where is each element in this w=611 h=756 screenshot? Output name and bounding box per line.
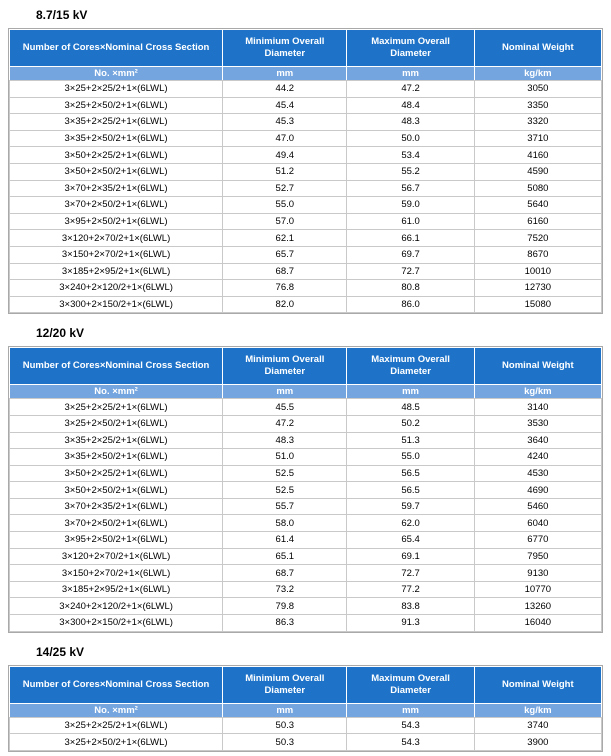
column-header-cross-section: Number of Cores×Nominal Cross Section — [10, 666, 223, 703]
column-header-cross-section: Number of Cores×Nominal Cross Section — [10, 348, 223, 385]
table-row — [10, 482, 602, 499]
table-row — [10, 598, 602, 615]
cell-min-diameter: 44.2 — [223, 81, 347, 98]
column-header-max-diameter: Maximum Overall Diameter — [347, 30, 474, 67]
cell-min-diameter: 45.4 — [223, 97, 347, 114]
spec-table-14-25kv — [9, 666, 602, 751]
cell-max-diameter: 55.0 — [347, 449, 474, 466]
unit-min-diameter: mm — [223, 385, 347, 399]
cell-max-diameter: 80.8 — [347, 280, 474, 297]
cell-max-diameter: 56.5 — [347, 465, 474, 482]
column-header-min-diameter: Minimium Overall Diameter — [223, 30, 347, 67]
cell-min-diameter: 52.5 — [223, 465, 347, 482]
cell-weight: 3050 — [474, 81, 601, 98]
cell-min-diameter: 45.5 — [223, 399, 347, 416]
table-row — [10, 263, 602, 280]
cell-min-diameter: 65.7 — [223, 246, 347, 263]
cell-max-diameter: 48.5 — [347, 399, 474, 416]
header-row — [10, 348, 602, 385]
cell-cross-section: 3×300+2×150/2+1×(6LWL) — [10, 615, 223, 632]
table-row — [10, 81, 602, 98]
cell-max-diameter: 59.0 — [347, 197, 474, 214]
cell-cross-section: 3×150+2×70/2+1×(6LWL) — [10, 565, 223, 582]
table-row — [10, 147, 602, 164]
column-header-cross-section: Number of Cores×Nominal Cross Section — [10, 30, 223, 67]
cell-min-diameter: 48.3 — [223, 432, 347, 449]
cell-cross-section: 3×50+2×25/2+1×(6LWL) — [10, 465, 223, 482]
cell-weight: 6040 — [474, 515, 601, 532]
cell-max-diameter: 61.0 — [347, 213, 474, 230]
header-row — [10, 666, 602, 703]
cell-cross-section: 3×300+2×150/2+1×(6LWL) — [10, 296, 223, 313]
unit-min-diameter: mm — [223, 703, 347, 717]
cell-weight: 16040 — [474, 615, 601, 632]
cell-max-diameter: 47.2 — [347, 81, 474, 98]
spec-table-wrap-8-7-15kv — [8, 28, 603, 314]
cell-weight: 4160 — [474, 147, 601, 164]
cell-cross-section: 3×50+2×50/2+1×(6LWL) — [10, 163, 223, 180]
cell-weight: 15080 — [474, 296, 601, 313]
cell-cross-section: 3×25+2×25/2+1×(6LWL) — [10, 717, 223, 734]
cell-cross-section: 3×120+2×70/2+1×(6LWL) — [10, 230, 223, 247]
cell-weight: 5640 — [474, 197, 601, 214]
column-header-weight: Nominal Weight — [474, 30, 601, 67]
column-header-max-diameter: Maximum Overall Diameter — [347, 348, 474, 385]
cell-max-diameter: 72.7 — [347, 263, 474, 280]
unit-cross-section: No. ×mm² — [10, 385, 223, 399]
cell-max-diameter: 65.4 — [347, 532, 474, 549]
table-row — [10, 163, 602, 180]
cell-min-diameter: 86.3 — [223, 615, 347, 632]
cell-max-diameter: 56.5 — [347, 482, 474, 499]
unit-weight: kg/km — [474, 703, 601, 717]
table-row — [10, 97, 602, 114]
cell-min-diameter: 58.0 — [223, 515, 347, 532]
cell-min-diameter: 49.4 — [223, 147, 347, 164]
cell-weight: 3640 — [474, 432, 601, 449]
cell-cross-section: 3×25+2×50/2+1×(6LWL) — [10, 415, 223, 432]
cell-max-diameter: 62.0 — [347, 515, 474, 532]
cell-weight: 7950 — [474, 548, 601, 565]
column-header-weight: Nominal Weight — [474, 348, 601, 385]
cell-max-diameter: 51.3 — [347, 432, 474, 449]
table-row — [10, 230, 602, 247]
table-row — [10, 246, 602, 263]
table-row — [10, 296, 602, 313]
cell-weight: 8670 — [474, 246, 601, 263]
table-row — [10, 213, 602, 230]
cell-max-diameter: 54.3 — [347, 734, 474, 751]
cell-min-diameter: 52.5 — [223, 482, 347, 499]
column-header-min-diameter: Minimium Overall Diameter — [223, 348, 347, 385]
table-row — [10, 130, 602, 147]
table-row — [10, 197, 602, 214]
cell-cross-section: 3×185+2×95/2+1×(6LWL) — [10, 263, 223, 280]
spec-table-wrap-14-25kv — [8, 665, 603, 752]
cell-min-diameter: 79.8 — [223, 598, 347, 615]
cell-weight: 3350 — [474, 97, 601, 114]
cell-cross-section: 3×120+2×70/2+1×(6LWL) — [10, 548, 223, 565]
spec-table-12-20kv — [9, 347, 602, 631]
table-row — [10, 734, 602, 751]
unit-weight: kg/km — [474, 67, 601, 81]
header-row — [10, 30, 602, 67]
cell-cross-section: 3×35+2×50/2+1×(6LWL) — [10, 130, 223, 147]
cell-min-diameter: 57.0 — [223, 213, 347, 230]
cell-weight: 4690 — [474, 482, 601, 499]
cell-weight: 9130 — [474, 565, 601, 582]
cell-cross-section: 3×50+2×50/2+1×(6LWL) — [10, 482, 223, 499]
table-row — [10, 615, 602, 632]
cell-max-diameter: 77.2 — [347, 581, 474, 598]
cell-min-diameter: 51.2 — [223, 163, 347, 180]
cell-weight: 4240 — [474, 449, 601, 466]
cell-max-diameter: 69.7 — [347, 246, 474, 263]
cell-cross-section: 3×25+2×25/2+1×(6LWL) — [10, 399, 223, 416]
cell-cross-section: 3×70+2×50/2+1×(6LWL) — [10, 197, 223, 214]
cell-cross-section: 3×95+2×50/2+1×(6LWL) — [10, 532, 223, 549]
table-row — [10, 432, 602, 449]
column-header-max-diameter: Maximum Overall Diameter — [347, 666, 474, 703]
unit-weight: kg/km — [474, 385, 601, 399]
table-row — [10, 465, 602, 482]
cell-cross-section: 3×25+2×25/2+1×(6LWL) — [10, 81, 223, 98]
cell-weight: 4590 — [474, 163, 601, 180]
cell-max-diameter: 66.1 — [347, 230, 474, 247]
unit-row — [10, 385, 602, 399]
cell-min-diameter: 55.0 — [223, 197, 347, 214]
table-row — [10, 415, 602, 432]
table-row — [10, 498, 602, 515]
cell-max-diameter: 48.4 — [347, 97, 474, 114]
cell-max-diameter: 54.3 — [347, 717, 474, 734]
cell-cross-section: 3×95+2×50/2+1×(6LWL) — [10, 213, 223, 230]
cell-min-diameter: 52.7 — [223, 180, 347, 197]
cell-weight: 7520 — [474, 230, 601, 247]
cell-min-diameter: 82.0 — [223, 296, 347, 313]
unit-cross-section: No. ×mm² — [10, 703, 223, 717]
cell-weight: 10010 — [474, 263, 601, 280]
cell-weight: 3740 — [474, 717, 601, 734]
cell-cross-section: 3×240+2×120/2+1×(6LWL) — [10, 598, 223, 615]
cell-weight: 6770 — [474, 532, 601, 549]
cell-cross-section: 3×35+2×25/2+1×(6LWL) — [10, 114, 223, 131]
cell-max-diameter: 83.8 — [347, 598, 474, 615]
cell-cross-section: 3×35+2×25/2+1×(6LWL) — [10, 432, 223, 449]
cell-min-diameter: 55.7 — [223, 498, 347, 515]
cell-cross-section: 3×150+2×70/2+1×(6LWL) — [10, 246, 223, 263]
table-row — [10, 180, 602, 197]
section-title-12-20kv: 12/20 kV — [36, 326, 85, 341]
cell-weight: 5460 — [474, 498, 601, 515]
cell-min-diameter: 68.7 — [223, 565, 347, 582]
cell-min-diameter: 68.7 — [223, 263, 347, 280]
spec-table-8-7-15kv — [9, 29, 602, 313]
cell-cross-section: 3×185+2×95/2+1×(6LWL) — [10, 581, 223, 598]
table-row — [10, 581, 602, 598]
cell-max-diameter: 56.7 — [347, 180, 474, 197]
cell-min-diameter: 65.1 — [223, 548, 347, 565]
cell-max-diameter: 53.4 — [347, 147, 474, 164]
cell-weight: 13260 — [474, 598, 601, 615]
unit-min-diameter: mm — [223, 67, 347, 81]
column-header-min-diameter: Minimium Overall Diameter — [223, 666, 347, 703]
cell-min-diameter: 47.0 — [223, 130, 347, 147]
cell-weight: 12730 — [474, 280, 601, 297]
cell-max-diameter: 50.0 — [347, 130, 474, 147]
cell-max-diameter: 59.7 — [347, 498, 474, 515]
cell-cross-section: 3×25+2×50/2+1×(6LWL) — [10, 734, 223, 751]
cell-weight: 4530 — [474, 465, 601, 482]
cell-weight: 6160 — [474, 213, 601, 230]
cell-cross-section: 3×240+2×120/2+1×(6LWL) — [10, 280, 223, 297]
table-row — [10, 515, 602, 532]
unit-row — [10, 67, 602, 81]
cell-weight: 10770 — [474, 581, 601, 598]
table-row — [10, 280, 602, 297]
unit-row — [10, 703, 602, 717]
section-title-8-7-15kv: 8.7/15 kV — [36, 8, 88, 22]
table-row — [10, 565, 602, 582]
cell-cross-section: 3×70+2×50/2+1×(6LWL) — [10, 515, 223, 532]
section-title-14-25kv: 14/25 kV — [36, 644, 85, 659]
cell-max-diameter: 50.2 — [347, 415, 474, 432]
cell-min-diameter: 62.1 — [223, 230, 347, 247]
cell-min-diameter: 76.8 — [223, 280, 347, 297]
unit-max-diameter: mm — [347, 385, 474, 399]
cell-max-diameter: 72.7 — [347, 565, 474, 582]
cell-min-diameter: 50.3 — [223, 717, 347, 734]
cell-weight: 3710 — [474, 130, 601, 147]
cell-max-diameter: 69.1 — [347, 548, 474, 565]
cell-cross-section: 3×25+2×50/2+1×(6LWL) — [10, 97, 223, 114]
cell-cross-section: 3×50+2×25/2+1×(6LWL) — [10, 147, 223, 164]
cell-max-diameter: 48.3 — [347, 114, 474, 131]
cell-min-diameter: 51.0 — [223, 449, 347, 466]
cell-max-diameter: 91.3 — [347, 615, 474, 632]
cell-min-diameter: 47.2 — [223, 415, 347, 432]
cell-min-diameter: 73.2 — [223, 581, 347, 598]
cell-weight: 3320 — [474, 114, 601, 131]
cell-max-diameter: 86.0 — [347, 296, 474, 313]
cell-cross-section: 3×70+2×35/2+1×(6LWL) — [10, 180, 223, 197]
cell-cross-section: 3×35+2×50/2+1×(6LWL) — [10, 449, 223, 466]
cell-min-diameter: 45.3 — [223, 114, 347, 131]
table-row — [10, 717, 602, 734]
unit-cross-section: No. ×mm² — [10, 67, 223, 81]
cell-weight: 3530 — [474, 415, 601, 432]
unit-max-diameter: mm — [347, 703, 474, 717]
table-row — [10, 449, 602, 466]
spec-table-wrap-12-20kv — [8, 346, 603, 632]
cell-min-diameter: 50.3 — [223, 734, 347, 751]
cell-weight: 3900 — [474, 734, 601, 751]
cell-weight: 5080 — [474, 180, 601, 197]
cell-cross-section: 3×70+2×35/2+1×(6LWL) — [10, 498, 223, 515]
table-row — [10, 114, 602, 131]
cell-min-diameter: 61.4 — [223, 532, 347, 549]
column-header-weight: Nominal Weight — [474, 666, 601, 703]
table-row — [10, 532, 602, 549]
cell-max-diameter: 55.2 — [347, 163, 474, 180]
table-row — [10, 548, 602, 565]
table-row — [10, 399, 602, 416]
unit-max-diameter: mm — [347, 67, 474, 81]
cell-weight: 3140 — [474, 399, 601, 416]
